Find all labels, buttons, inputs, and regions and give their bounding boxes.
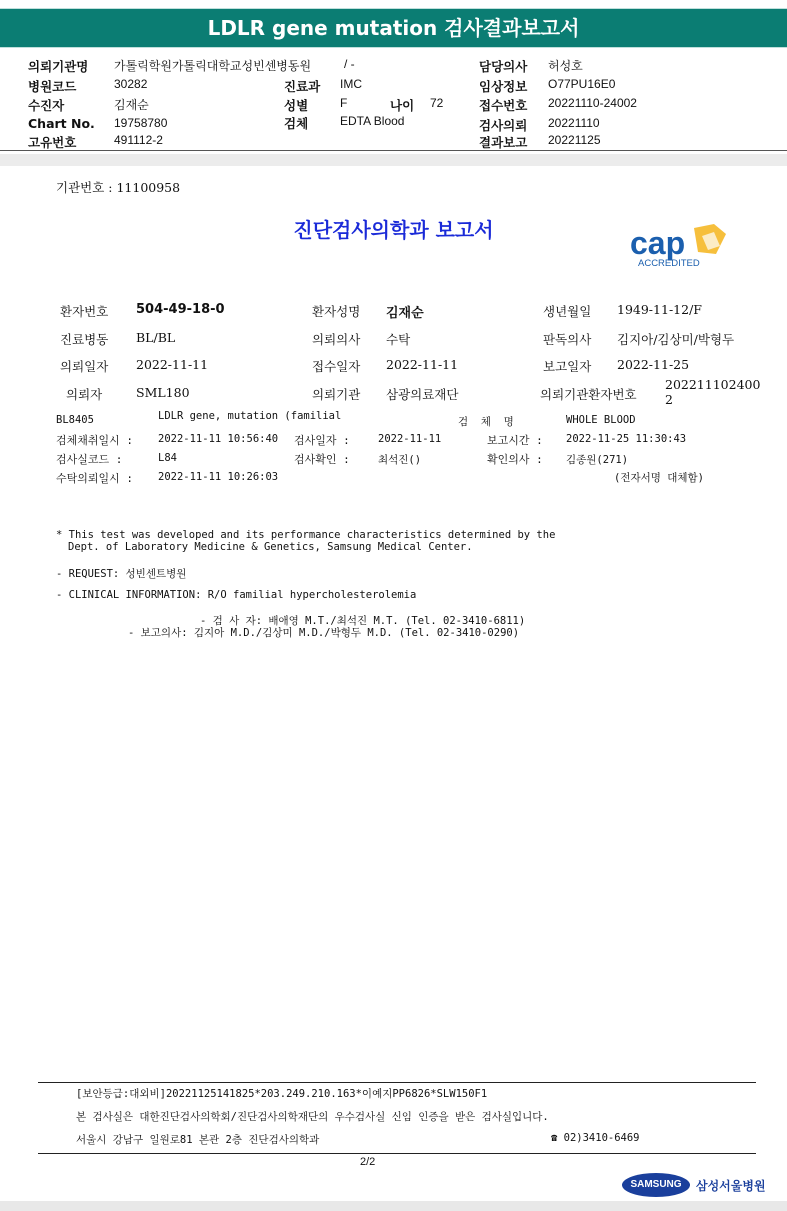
label-request-date: 의뢰일자 [60, 359, 109, 374]
label-lab-code: 검사실코드 : [56, 453, 123, 466]
label-test-date: 검사일자 : [294, 434, 350, 447]
cap-logo-sub: ACCREDITED [638, 258, 700, 269]
note-line-1: * This test was developed and its performance characteristics determined by the [56, 529, 556, 541]
value-specimen: EDTA Blood [340, 114, 405, 128]
label-dob: 생년월일 [543, 304, 592, 319]
label-requesting-institution: 의뢰기관명 [28, 59, 89, 74]
bottom-strip [0, 1201, 787, 1211]
value-report-date: 2022-11-25 [617, 357, 690, 372]
cap-logo-text: cap [630, 225, 686, 261]
label-contract-request-time: 수탁의뢰일시 : [56, 472, 134, 485]
value-unique-no: 491112-2 [114, 133, 163, 147]
value-contract-request-time: 2022-11-11 10:26:03 [158, 471, 279, 483]
label-test-confirm: 검사확인 : [294, 453, 350, 466]
value-requesting-doctor: 수탁 [386, 332, 411, 347]
value-specimen-name: WHOLE BLOOD [566, 414, 636, 426]
value-requesting-institution-2: 삼광의료재단 [386, 387, 459, 402]
label-institution-patient-no: 의뢰기관환자번호 [540, 387, 637, 402]
value-dob: 1949-11-12/F [617, 302, 702, 317]
footer-phone: ☎ 02)3410-6469 [551, 1132, 640, 1144]
value-attending: 허성호 [548, 59, 583, 73]
label-department: 진료과 [284, 79, 321, 94]
label-test-request: 검사의뢰 [479, 118, 528, 133]
test-code: BL8405 [56, 414, 94, 426]
value-requesting-institution: 가톨릭학원가톨릭대학교성빈센병동원 [114, 59, 312, 73]
label-attending: 담당의사 [479, 59, 528, 74]
hospital-name-logo: 삼성서울병원 [696, 1179, 766, 1193]
note-reporter: - 보고의사: 김지아 M.D./김상미 M.D./박형두 M.D. (Tel. 02-3410-0290) [128, 627, 520, 639]
label-patient-no: 환자번호 [60, 304, 109, 319]
report-title: 진단검사의학과 보고서 [293, 218, 494, 242]
cap-logo-icon [628, 222, 732, 270]
value-patient-name: 김재순 [386, 306, 424, 321]
electronic-signature-note: (전자서명 대체함) [614, 472, 704, 484]
label-report-time: 보고시간 : [487, 434, 543, 447]
label-receipt-no: 접수번호 [479, 98, 528, 113]
label-reading-doctor: 판독의사 [543, 332, 592, 347]
value-test-request: 20221110 [548, 116, 600, 130]
label-confirm-doctor: 확인의사 : [487, 453, 543, 466]
value-patient-no: 504-49-18-0 [136, 302, 225, 317]
samsung-logo: SAMSUNG [622, 1173, 690, 1197]
value-reading-doctor: 김지아/김상미/박형두 [617, 332, 735, 347]
label-report-date: 보고일자 [543, 359, 592, 374]
footer-divider-top [38, 1082, 756, 1083]
value-sex: F [340, 96, 348, 110]
label-clinical-info: 임상정보 [479, 79, 528, 94]
report-banner: LDLR gene mutation 검사결과보고서 [0, 8, 787, 48]
value-test-confirm: 최석진() [378, 454, 422, 466]
cap-accredited-logo [628, 222, 732, 270]
value-ward-code: / - [344, 57, 355, 71]
note-line-2: Dept. of Laboratory Medicine & Genetics, Samsung Medical Center. [68, 541, 473, 553]
value-ward: BL/BL [136, 330, 176, 345]
label-sex: 성별 [284, 98, 309, 113]
label-chart-no: Chart No. [28, 116, 95, 131]
value-request-date: 2022-11-11 [136, 357, 209, 372]
value-report-time: 2022-11-25 11:30:43 [566, 433, 687, 445]
value-test-date: 2022-11-11 [378, 433, 442, 445]
test-name: LDLR gene, mutation (familial [158, 410, 342, 422]
label-ward: 진료병동 [60, 332, 109, 347]
value-collection-time: 2022-11-11 10:56:40 [158, 433, 279, 445]
value-department: IMC [340, 77, 362, 91]
value-clinical-info: O77PU16E0 [548, 77, 616, 91]
footer-address: 서울시 강남구 일원로81 본관 2층 진단검사의학과 [76, 1134, 320, 1146]
header-divider [0, 150, 787, 151]
note-clinical-info: - CLINICAL INFORMATION: R/O familial hypercholesterolemia [56, 589, 417, 601]
footer-security-line: [보안등급:대외비]20221125141825*203.249.210.163*이예지PP6826*SLW150F1 [76, 1088, 488, 1100]
institution-number: 기관번호 : 11100958 [56, 180, 181, 195]
value-institution-patient-no-2: 2 [665, 392, 673, 407]
value-examinee: 김재순 [114, 98, 149, 112]
label-requester: 의뢰자 [66, 387, 103, 402]
note-request: - REQUEST: 성빈센트병원 [56, 568, 187, 580]
value-age: 72 [430, 96, 444, 110]
label-patient-name: 환자성명 [312, 304, 361, 319]
value-hospital-code: 30282 [114, 77, 148, 91]
label-specimen-name: 검 체 명 [458, 416, 514, 428]
label-age: 나이 [390, 98, 415, 113]
value-lab-code: L84 [158, 452, 177, 464]
label-requesting-institution-2: 의뢰기관 [312, 387, 361, 402]
label-result-report: 결과보고 [479, 135, 528, 150]
label-collection-time: 검체채취일시 : [56, 434, 134, 447]
value-institution-patient-no-1: 202211102400 [665, 377, 761, 392]
label-unique-no: 고유번호 [28, 135, 77, 150]
value-requester: SML180 [136, 385, 190, 400]
value-result-report: 20221125 [548, 133, 601, 147]
page-number: 2/2 [360, 1156, 376, 1168]
label-requesting-doctor: 의뢰의사 [312, 332, 361, 347]
footer-divider-bottom [38, 1153, 756, 1154]
value-receipt-date: 2022-11-11 [386, 357, 459, 372]
value-chart-no: 19758780 [114, 116, 168, 130]
note-tester: - 검 사 자: 배애영 M.T./최석진 M.T. (Tel. 02-3410-6811) [200, 615, 526, 627]
label-specimen: 검체 [284, 116, 309, 131]
value-receipt-no: 20221110-24002 [548, 96, 637, 110]
footer-certification: 본 검사실은 대한진단검사의학회/진단검사의학재단의 우수검사실 신임 인증을 받은 검사실입니다. [76, 1111, 549, 1123]
header-shade-band [0, 154, 787, 166]
label-hospital-code: 병원코드 [28, 79, 77, 94]
label-receipt-date: 접수일자 [312, 359, 361, 374]
label-examinee: 수진자 [28, 98, 65, 113]
value-confirm-doctor: 김종원(271) [566, 454, 629, 466]
